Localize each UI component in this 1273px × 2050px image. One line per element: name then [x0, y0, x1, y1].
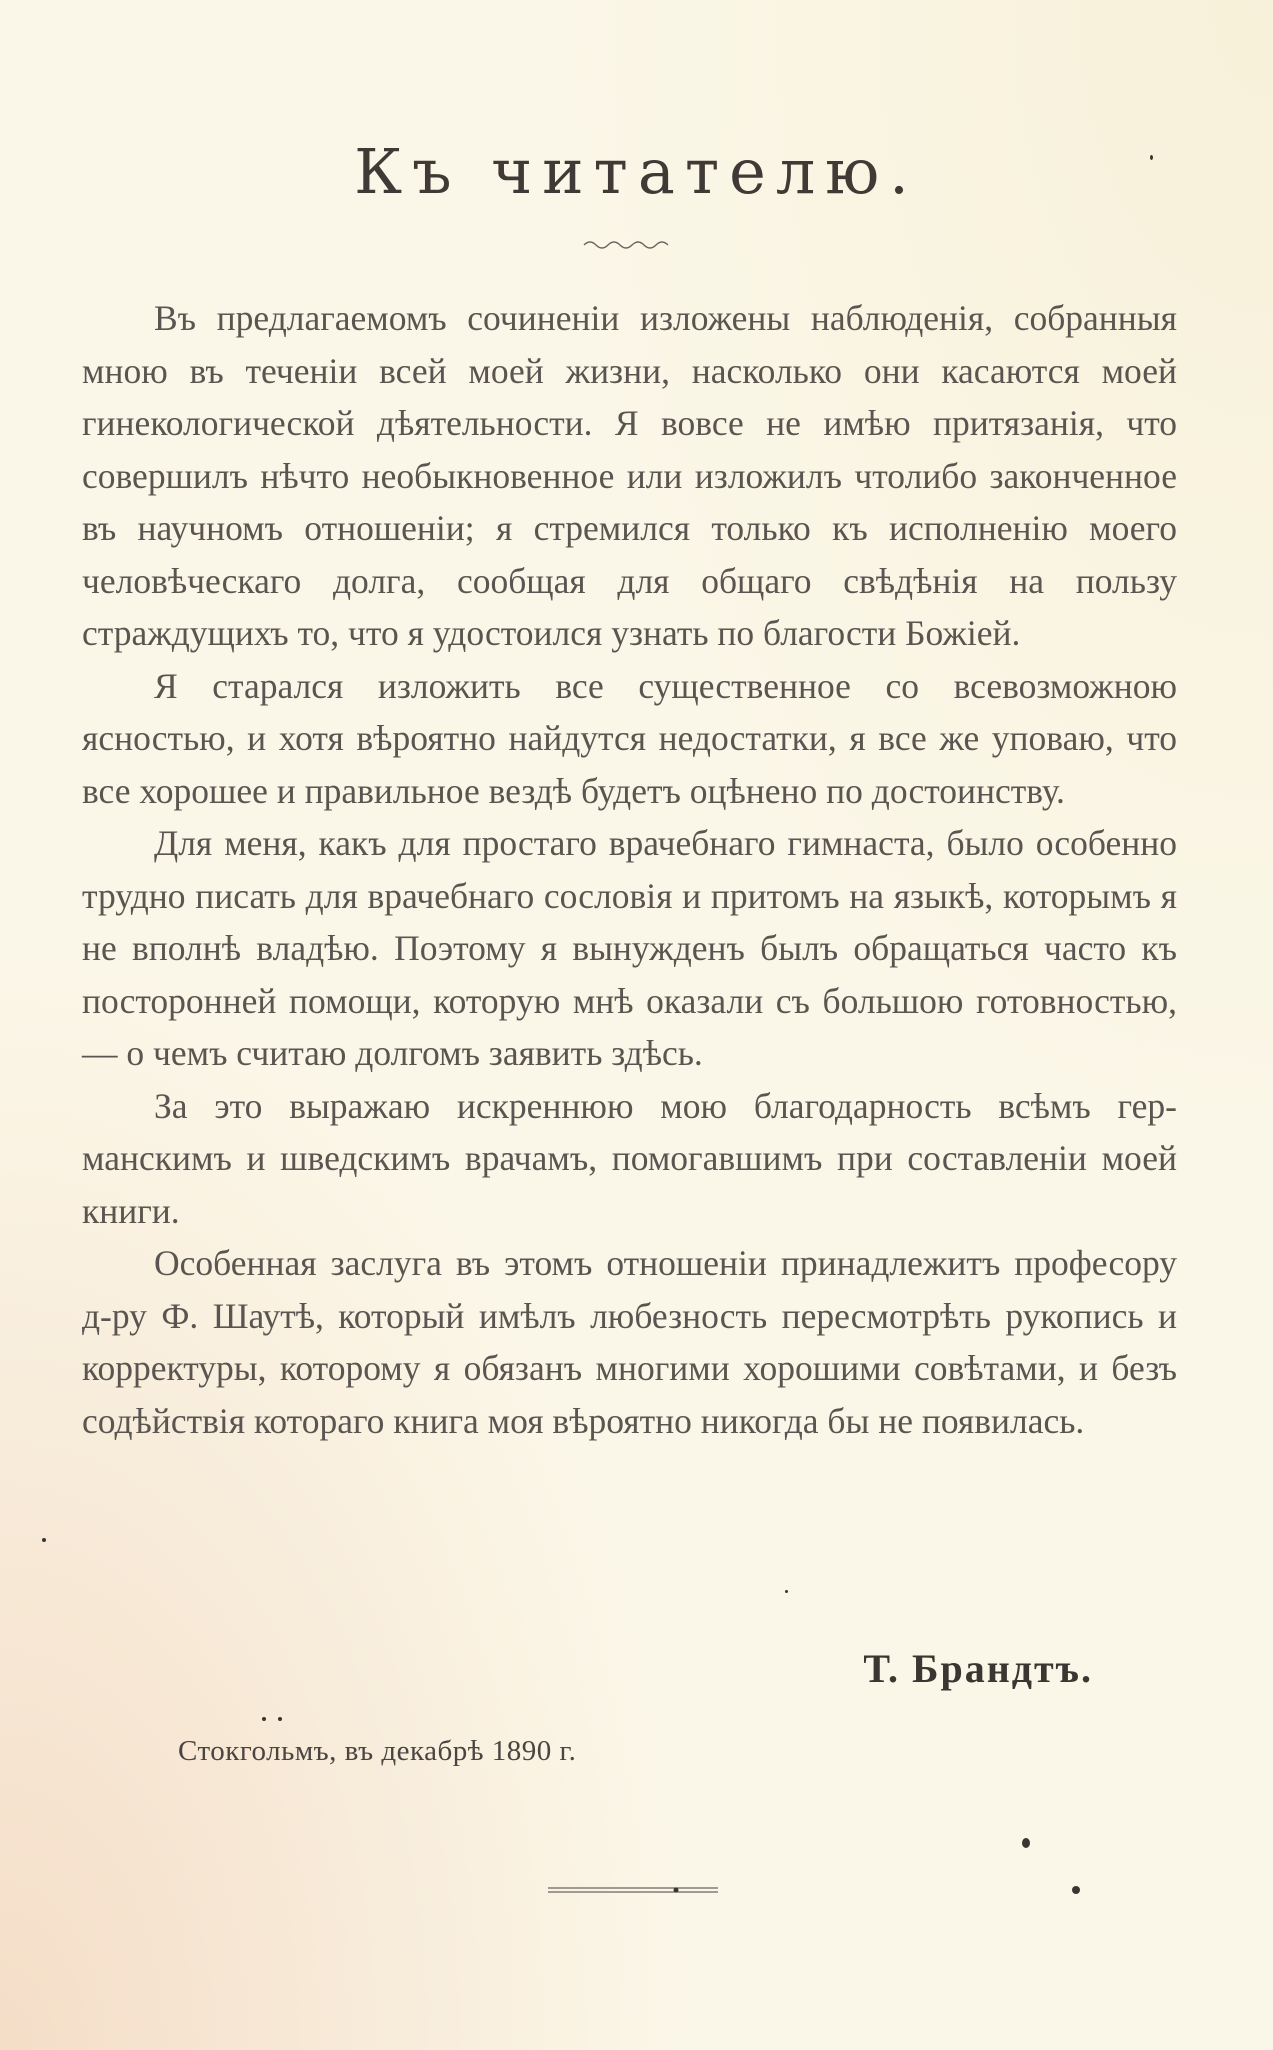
- ink-speck: [1022, 1838, 1030, 1848]
- ink-speck: [785, 1590, 788, 1593]
- paragraph-5: Особенная заслуга въ этомъ отношеніи принадлежитъ професору д-ру Ф. Шаутѣ, который имѣлъ любезность пересмотрѣть рукопись и корректуры, которому я обязанъ многими хорошими совѣтами, и безъ содѣйствія котораго книга моя вѣроятно никогда бы не появилась.: [82, 1243, 1177, 1441]
- paragraph-4: За это выражаю искреннюю мою благодарность всѣмъ германскимъ и шведскимъ врачамъ, помогавшимъ при составленіи моей книги.: [82, 1085, 1177, 1231]
- paragraph-2: Я старался изложить все существенное со всевозможною ясностью, и хотя вѣроятно найдутся недостатки, я все же уповаю, что все хорошее и правильное вездѣ будетъ оцѣнено по достоинству.: [82, 665, 1177, 811]
- paragraph-3: Для меня, какъ для простаго врачебнаго гимнаста, было особенно трудно писать для врачебнаго сословія и притомъ на языкѣ, которымъ я не вполнѣ владѣю. Поэтому я вынужденъ былъ обращаться часто къ посторонней помощи, которую мнѣ оказали съ большою готовностью, — о чемъ считаю долгомъ заявить здѣсь.: [82, 823, 1177, 1073]
- ink-speck: [1072, 1886, 1080, 1894]
- ink-speck: [1150, 155, 1153, 160]
- page-heading: Къ читателю.: [354, 135, 919, 208]
- closing-rule: [548, 1886, 718, 1894]
- heading-ornament: [582, 238, 672, 252]
- place-and-date: Стокгольмъ, въ декабрѣ 1890 г.: [178, 1735, 577, 1767]
- ink-speck: [42, 1538, 46, 1542]
- paragraph-1: Въ предлагаемомъ сочиненіи изложены наблюденія, собранныя мною въ теченіи всей моей жизни, насколько они касаются моей гинекологической дѣятельности. Я вовсе не имѣю притязанія, что совершилъ нѣчто необыкновенное или изложилъ чтолибо законченное въ научномъ отношеніи; я стремился только къ исполненію моего человѣческаго долга, сообщая для общаго свѣдѣнія на пользу страждущихъ то, что я удостоился узнать по благости Божіей.: [82, 298, 1177, 653]
- preface-text: [82, 292, 1177, 1447]
- author-signature: Т. Брандтъ.: [863, 1646, 1093, 1691]
- ink-speck: [278, 1717, 282, 1721]
- ink-speck: [262, 1717, 266, 1721]
